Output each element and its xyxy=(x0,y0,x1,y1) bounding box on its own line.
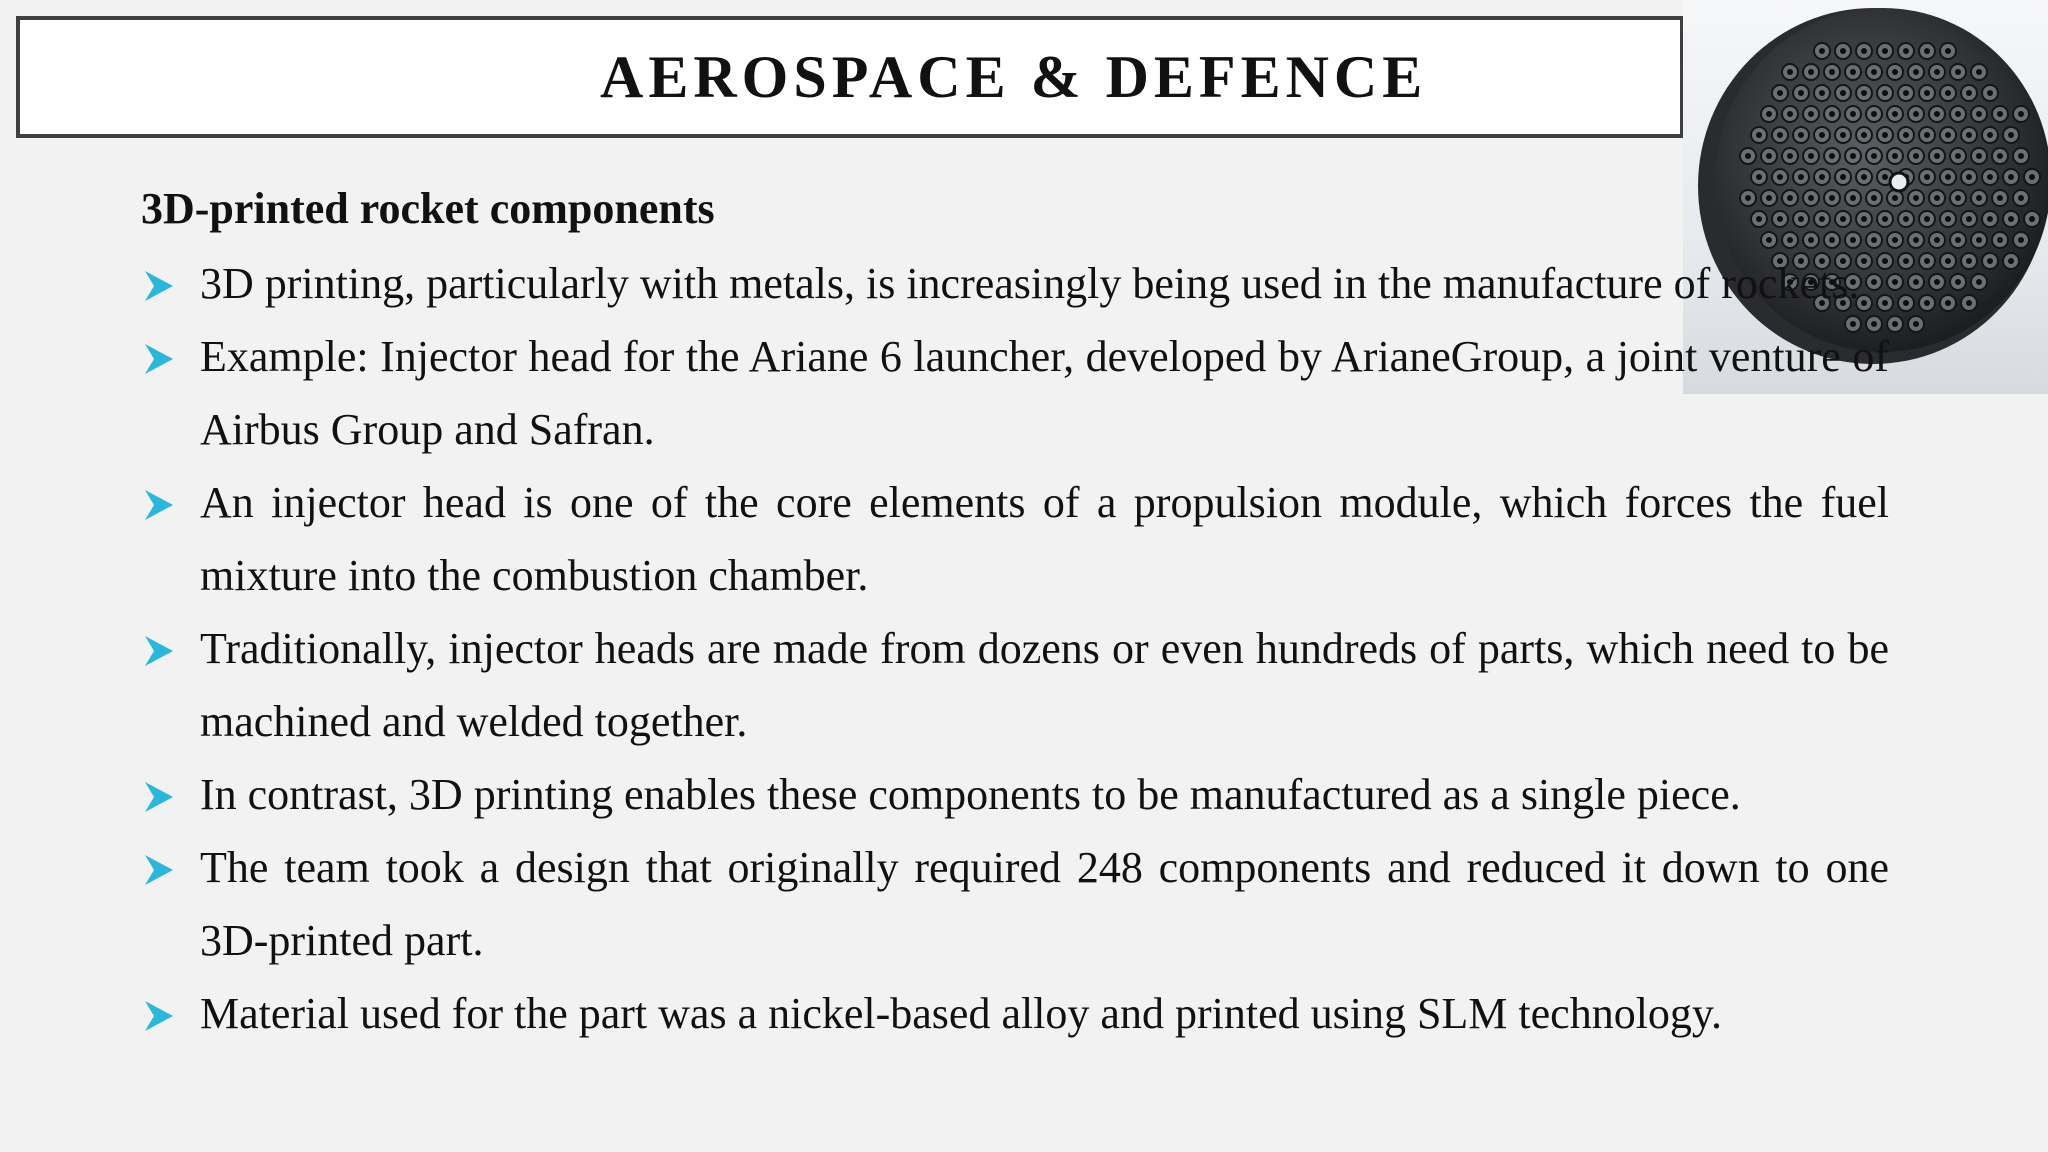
nozzle-hole xyxy=(1840,132,1846,138)
nozzle-hole xyxy=(1871,237,1877,243)
nozzle-hole xyxy=(1955,153,1961,159)
nozzle-hole xyxy=(1934,69,1940,75)
nozzle-hole xyxy=(2029,216,2035,222)
nozzle-hole xyxy=(1892,195,1898,201)
nozzle-hole xyxy=(1766,237,1772,243)
list-item xyxy=(141,977,1889,1050)
list-item xyxy=(141,247,1889,320)
nozzle-hole xyxy=(2008,216,2014,222)
nozzle-hole xyxy=(1861,48,1867,54)
nozzle-hole xyxy=(1850,237,1856,243)
nozzle-hole xyxy=(1903,216,1909,222)
nozzle-hole xyxy=(1756,132,1762,138)
nozzle-hole xyxy=(1913,321,1919,327)
bullet-text: An injector head is one of the core elements of a propulsion module, which forces the fuel mixture into the combustion chamber. xyxy=(200,478,1889,600)
nozzle-hole xyxy=(1850,195,1856,201)
nozzle-hole xyxy=(1829,237,1835,243)
nozzle-hole xyxy=(1829,69,1835,75)
nozzle-hole xyxy=(1934,237,1940,243)
nozzle-hole xyxy=(1798,174,1804,180)
nozzle-hole xyxy=(1766,111,1772,117)
nozzle-hole xyxy=(1966,258,1972,264)
nozzle-hole xyxy=(1976,195,1982,201)
nozzle-hole xyxy=(1945,48,1951,54)
nozzle-hole xyxy=(1745,195,1751,201)
nozzle-hole xyxy=(1987,174,1993,180)
nozzle-hole xyxy=(1819,216,1825,222)
nozzle-hole xyxy=(1903,132,1909,138)
nozzle-hole xyxy=(1924,48,1930,54)
nozzle-hole xyxy=(1861,216,1867,222)
nozzle-hole xyxy=(1808,153,1814,159)
nozzle-hole xyxy=(1871,153,1877,159)
nozzle-hole xyxy=(1892,111,1898,117)
nozzle-hole xyxy=(1976,69,1982,75)
slide-title: AEROSPACE & DEFENCE xyxy=(600,43,1428,110)
nozzle-hole xyxy=(1987,216,1993,222)
nozzle-hole xyxy=(1924,216,1930,222)
nozzle-hole xyxy=(1798,90,1804,96)
nozzle-hole xyxy=(1882,48,1888,54)
nozzle-hole xyxy=(1976,153,1982,159)
list-item xyxy=(141,612,1889,758)
nozzle-hole xyxy=(1955,237,1961,243)
nozzle-hole xyxy=(1850,69,1856,75)
nozzle-hole xyxy=(1808,111,1814,117)
list-item xyxy=(141,320,1889,466)
bullet-text: 3D printing, particularly with metals, is increasingly being used in the manufacture of rockets. xyxy=(200,259,1860,308)
list-item xyxy=(141,831,1889,977)
nozzle-hole xyxy=(1924,174,1930,180)
nozzle-hole xyxy=(1787,237,1793,243)
nozzle-hole xyxy=(1987,90,1993,96)
nozzle-hole xyxy=(1850,153,1856,159)
nozzle-hole xyxy=(1966,90,1972,96)
arrow-bullet-icon xyxy=(145,271,173,301)
nozzle-hole xyxy=(2018,195,2024,201)
nozzle-hole xyxy=(1777,216,1783,222)
nozzle-hole xyxy=(1987,258,1993,264)
nozzle-hole xyxy=(1819,90,1825,96)
nozzle-hole xyxy=(2018,237,2024,243)
nozzle-hole xyxy=(1787,153,1793,159)
nozzle-hole xyxy=(1903,300,1909,306)
nozzle-hole xyxy=(2008,174,2014,180)
nozzle-hole xyxy=(1787,111,1793,117)
nozzle-hole xyxy=(1840,48,1846,54)
nozzle-hole xyxy=(1934,195,1940,201)
nozzle-hole xyxy=(1903,258,1909,264)
arrow-bullet-icon xyxy=(145,782,173,812)
nozzle-hole xyxy=(1913,195,1919,201)
nozzle-hole xyxy=(1840,90,1846,96)
bullet-list xyxy=(141,247,1889,1050)
bullet-text: In contrast, 3D printing enables these components to be manufactured as a single piece. xyxy=(200,770,1741,819)
nozzle-hole xyxy=(1892,237,1898,243)
nozzle-hole xyxy=(1945,174,1951,180)
arrow-bullet-icon xyxy=(145,344,173,374)
nozzle-hole xyxy=(1966,216,1972,222)
nozzle-hole xyxy=(1934,279,1940,285)
nozzle-hole xyxy=(1924,132,1930,138)
nozzle-hole xyxy=(1976,279,1982,285)
nozzle-hole xyxy=(1924,258,1930,264)
arrow-bullet-icon xyxy=(145,490,173,520)
nozzle-hole xyxy=(1945,216,1951,222)
nozzle-hole xyxy=(1756,174,1762,180)
nozzle-hole xyxy=(1882,132,1888,138)
nozzle-hole xyxy=(1787,195,1793,201)
nozzle-hole xyxy=(1766,153,1772,159)
bullet-text: Traditionally, injector heads are made from dozens or even hundreds of parts, which need to be machined and welded together. xyxy=(200,624,1889,746)
nozzle-hole xyxy=(1798,216,1804,222)
nozzle-hole xyxy=(1976,237,1982,243)
nozzle-hole xyxy=(1756,216,1762,222)
nozzle-hole xyxy=(1871,111,1877,117)
nozzle-hole xyxy=(1987,132,1993,138)
nozzle-hole xyxy=(1955,195,1961,201)
nozzle-hole xyxy=(1892,279,1898,285)
nozzle-hole xyxy=(1819,48,1825,54)
nozzle-hole xyxy=(1766,195,1772,201)
nozzle-hole xyxy=(1840,174,1846,180)
slide-subtitle: 3D-printed rocket components xyxy=(141,184,715,233)
nozzle-hole xyxy=(1829,153,1835,159)
nozzle-hole xyxy=(1966,174,1972,180)
nozzle-hole xyxy=(1745,153,1751,159)
nozzle-hole xyxy=(1819,174,1825,180)
nozzle-hole xyxy=(1997,195,2003,201)
nozzle-hole xyxy=(1945,132,1951,138)
nozzle-hole xyxy=(1871,69,1877,75)
nozzle-hole xyxy=(1913,111,1919,117)
nozzle-hole xyxy=(1777,90,1783,96)
nozzle-hole xyxy=(1934,111,1940,117)
nozzle-hole xyxy=(1777,174,1783,180)
nozzle-hole xyxy=(2029,174,2035,180)
nozzle-hole xyxy=(1913,279,1919,285)
nozzle-hole xyxy=(1882,90,1888,96)
nozzle-hole xyxy=(1945,300,1951,306)
nozzle-hole xyxy=(1913,237,1919,243)
bullet-text: The team took a design that originally required 248 components and reduced it down to one 3D-printed part. xyxy=(200,843,1889,965)
nozzle-hole xyxy=(1882,216,1888,222)
nozzle-hole xyxy=(2018,111,2024,117)
nozzle-hole xyxy=(1934,153,1940,159)
arrow-bullet-icon xyxy=(145,855,173,885)
nozzle-hole xyxy=(1955,279,1961,285)
nozzle-hole xyxy=(1997,237,2003,243)
list-item xyxy=(141,466,1889,612)
nozzle-hole xyxy=(1861,174,1867,180)
nozzle-hole xyxy=(1966,300,1972,306)
nozzle-hole xyxy=(1976,111,1982,117)
nozzle-hole xyxy=(1997,153,2003,159)
nozzle-hole xyxy=(1924,300,1930,306)
nozzle-hole xyxy=(1966,132,1972,138)
nozzle-hole xyxy=(1892,321,1898,327)
nozzle-hole xyxy=(1903,90,1909,96)
nozzle-hole xyxy=(1913,69,1919,75)
bullet-text: Example: Injector head for the Ariane 6 launcher, developed by ArianeGroup, a joint venture of Airbus Group and Safran. xyxy=(200,332,1889,454)
nozzle-hole xyxy=(1945,258,1951,264)
nozzle-hole xyxy=(1945,90,1951,96)
nozzle-hole xyxy=(1903,48,1909,54)
nozzle-hole xyxy=(1871,195,1877,201)
nozzle-hole xyxy=(1861,90,1867,96)
nozzle-hole xyxy=(1924,90,1930,96)
arrow-bullet-icon xyxy=(145,1001,173,1031)
list-item xyxy=(141,758,1889,831)
nozzle-hole xyxy=(1787,69,1793,75)
nozzle-hole xyxy=(1955,69,1961,75)
nozzle-hole xyxy=(1819,132,1825,138)
nozzle-hole xyxy=(1808,195,1814,201)
title-box xyxy=(16,16,1684,138)
nozzle-hole xyxy=(1892,153,1898,159)
nozzle-hole xyxy=(1808,237,1814,243)
nozzle-hole xyxy=(1829,111,1835,117)
nozzle-hole xyxy=(1829,195,1835,201)
nozzle-hole xyxy=(1850,111,1856,117)
nozzle-hole xyxy=(1808,69,1814,75)
nozzle-hole xyxy=(2008,132,2014,138)
nozzle-hole xyxy=(1955,111,1961,117)
nozzle-hole xyxy=(1913,153,1919,159)
nozzle-hole xyxy=(1840,216,1846,222)
nozzle-hole xyxy=(1777,132,1783,138)
nozzle-hole xyxy=(1997,111,2003,117)
nozzle-hole xyxy=(1882,174,1888,180)
nozzle-hole xyxy=(1798,132,1804,138)
nozzle-hole xyxy=(1861,132,1867,138)
arrow-bullet-icon xyxy=(145,636,173,666)
bullet-text: Material used for the part was a nickel-based alloy and printed using SLM technology. xyxy=(200,989,1723,1038)
nozzle-hole xyxy=(2018,153,2024,159)
nozzle-hole xyxy=(1892,69,1898,75)
nozzle-hole xyxy=(2008,258,2014,264)
